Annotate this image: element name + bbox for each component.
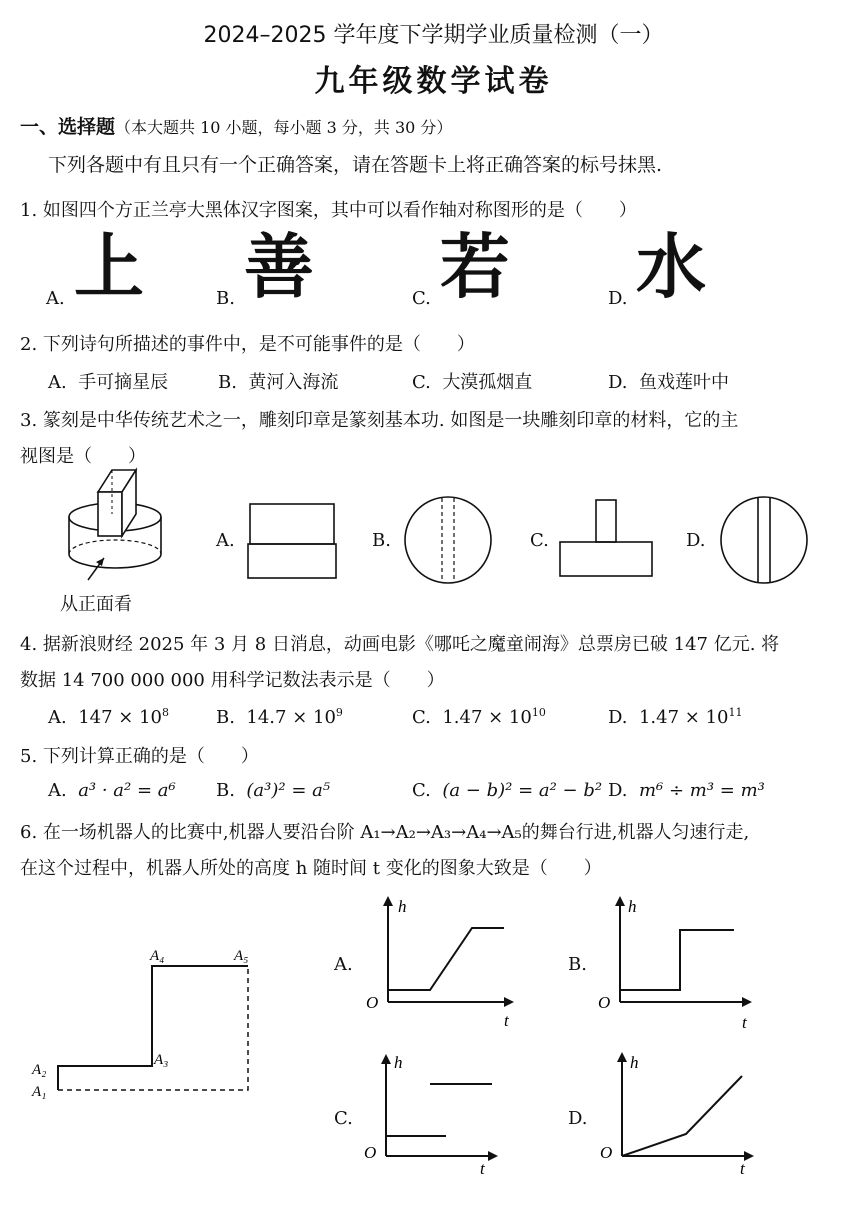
q3-stem-line2: 视图是（ ）: [20, 446, 146, 467]
option-exponent: 8: [161, 706, 169, 719]
option-label: A.: [48, 780, 67, 801]
option-text: 鱼戏莲叶中: [638, 372, 729, 393]
q5-option-a: [48, 780, 176, 801]
q6-option-b-graph: [596, 892, 766, 1032]
option-label: C.: [412, 372, 431, 393]
section-heading: [20, 112, 452, 139]
q6-option-a-label: A.: [334, 954, 353, 975]
q3-option-c-figure: [558, 496, 656, 582]
axis-t-label: t: [504, 1011, 509, 1030]
section-instruction: 下列各题中有且只有一个正确答案，请在答题卡上将正确答案的标号抹黑.: [48, 154, 663, 176]
q3-stem-line1: 3. 篆刻是中华传统艺术之一，雕刻印章是篆刻基本功. 如图是一块雕刻印章的材料，它的主: [20, 410, 739, 431]
option-label: D.: [608, 707, 628, 728]
q6-option-d-graph: [594, 1046, 766, 1176]
axis-h-label: h: [628, 897, 637, 916]
section-title: 一、选择题: [20, 116, 116, 138]
option-label: A.: [48, 707, 67, 728]
q6-option-d-label: D.: [568, 1108, 588, 1129]
q2-stem: 2. 下列诗句所描述的事件中，是不可能事件的是（ ）: [20, 334, 475, 355]
option-label: B.: [216, 780, 235, 801]
q1-option-c-char: 若: [440, 226, 510, 308]
q1-option-b-char: 善: [244, 226, 314, 308]
q6-option-a-graph: [360, 892, 530, 1032]
option-exponent: 9: [335, 706, 343, 719]
stair-label-a5: A₅: [234, 948, 249, 964]
option-expression: m⁶ ÷ m³ = m³: [638, 780, 765, 801]
option-exponent: 10: [531, 706, 546, 719]
option-text: 大漠孤烟直: [442, 372, 533, 393]
q6-stem-line2: 在这个过程中，机器人所处的高度 h 随时间 t 变化的图象大致是（ ）: [20, 858, 602, 879]
axis-h-label: h: [630, 1053, 639, 1072]
stair-label-a3: A₃: [154, 1052, 169, 1068]
q4-option-c: [412, 706, 546, 728]
origin-label: O: [600, 1143, 613, 1162]
q1-option-a-label: A.: [46, 288, 65, 309]
q5-option-d: [608, 780, 765, 801]
stair-label-a1: A₁: [32, 1084, 47, 1100]
option-label: D.: [608, 780, 628, 801]
q4-option-a: [48, 706, 169, 728]
q2-option-c: [412, 368, 532, 394]
axis-h-label: h: [398, 897, 407, 916]
option-exponent: 11: [728, 706, 743, 719]
view-direction-caption: 从正面看: [60, 594, 132, 615]
q3-option-d-label: D.: [686, 530, 706, 551]
staircase-figure: [28, 940, 268, 1100]
origin-label: O: [364, 1143, 377, 1162]
option-base: 147 × 10: [78, 707, 162, 728]
axis-h-label: h: [394, 1053, 403, 1072]
option-label: B.: [218, 372, 237, 393]
option-base: 1.47 × 10: [638, 707, 729, 728]
q3-option-b-figure: [400, 494, 496, 586]
q5-stem: 5. 下列计算正确的是（ ）: [20, 746, 259, 767]
q3-option-a-figure: [246, 500, 338, 582]
q4-stem-line1: 4. 据新浪财经 2025 年 3 月 8 日消息，动画电影《哪吒之魔童闹海》总票房已破 147 亿元. 将: [20, 634, 780, 655]
q1-stem: 1. 如图四个方正兰亭大黑体汉字图案，其中可以看作轴对称图形的是（ ）: [20, 200, 637, 221]
q6-option-c-label: C.: [334, 1108, 353, 1129]
option-label: B.: [216, 707, 235, 728]
stair-label-a4: A₄: [150, 948, 165, 964]
q2-option-a: [48, 368, 168, 394]
section-note: （本大题共 10 小题，每小题 3 分，共 30 分）: [115, 118, 453, 137]
option-expression: (a³)² = a⁵: [246, 780, 331, 801]
q4-option-d: [608, 706, 742, 728]
seal-3d-figure: [60, 462, 190, 582]
exam-title: 2024–2025 学年度下学期学业质量检测（一）: [203, 23, 664, 48]
q3-option-c-label: C.: [530, 530, 549, 551]
option-label: D.: [608, 372, 628, 393]
option-text: 手可摘星辰: [78, 372, 169, 393]
option-label: C.: [412, 707, 431, 728]
q3-option-a-label: A.: [216, 530, 235, 551]
q1-option-d-char: 水: [636, 226, 706, 308]
q6-stem-line1: 6. 在一场机器人的比赛中,机器人要沿台阶 A₁→A₂→A₃→A₄→A₅的舞台行进,机器人匀速行走,: [20, 822, 750, 843]
q1-option-c-label: C.: [412, 288, 431, 309]
q5-option-b: [216, 780, 330, 801]
paper-title: 九年级数学试卷: [314, 64, 553, 99]
option-label: C.: [412, 780, 431, 801]
option-expression: a³ · a² = a⁶: [78, 780, 176, 801]
q1-option-b-label: B.: [216, 288, 235, 309]
axis-t-label: t: [742, 1013, 747, 1032]
option-label: A.: [48, 372, 67, 393]
q4-stem-line2: 数据 14 700 000 000 用科学记数法表示是（ ）: [20, 670, 445, 691]
option-expression: (a − b)² = a² − b²: [442, 780, 603, 801]
q6-option-b-label: B.: [568, 954, 587, 975]
origin-label: O: [598, 993, 611, 1012]
q5-option-c: [412, 780, 602, 801]
origin-label: O: [366, 993, 379, 1012]
stair-label-a2: A₂: [32, 1062, 47, 1078]
q6-option-c-graph: [360, 1046, 510, 1176]
q2-option-d: [608, 368, 729, 394]
option-base: 1.47 × 10: [442, 707, 532, 728]
q3-option-b-label: B.: [372, 530, 391, 551]
axis-t-label: t: [480, 1159, 485, 1176]
axis-t-label: t: [740, 1159, 745, 1176]
q3-option-d-figure: [716, 494, 812, 586]
q1-option-d-label: D.: [608, 288, 628, 309]
option-text: 黄河入海流: [248, 372, 339, 393]
q2-option-b: [218, 368, 338, 394]
q1-option-a-char: 上: [74, 226, 144, 308]
option-base: 14.7 × 10: [246, 707, 336, 728]
q4-option-b: [216, 706, 343, 728]
